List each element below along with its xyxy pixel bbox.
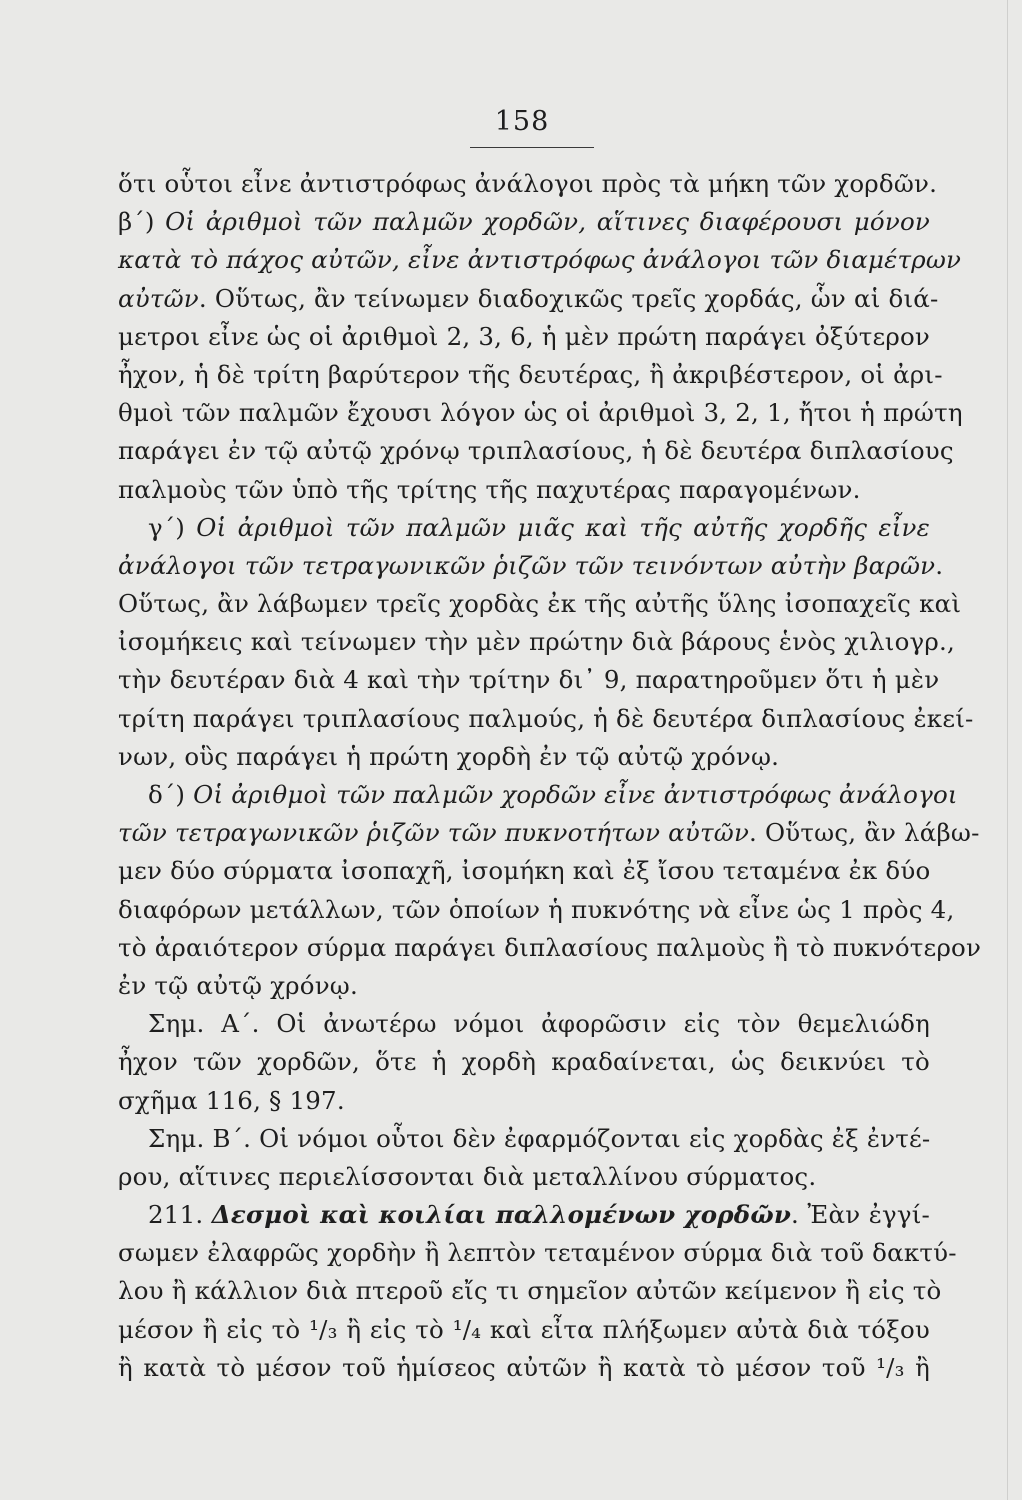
text-segment: ἢ κατὰ τὸ μέσον τοῦ ἡμίσεος αὐτῶν ἢ κατὰ τὸ μέσον τοῦ ¹/₃ ἢ	[118, 1352, 930, 1382]
text-line	[118, 1196, 930, 1234]
text-segment: σχῆμα 116, § 197.	[118, 1085, 345, 1115]
section-heading: Δεσμοὶ καὶ κοιλίαι παλλομένων χορδῶν	[211, 1200, 792, 1230]
text-line	[118, 1005, 930, 1043]
text-segment: τὸ ἀραιότερον σύρμα παράγει διπλασίους παλμοὺς ἢ τὸ πυκνότερον	[118, 932, 982, 962]
text-segment: β΄)	[118, 207, 166, 237]
text-segment: Σημ. Α΄. Οἱ ἀνωτέρω νόμοι ἀφορῶσιν εἰς τὸν θεμελιώδη	[148, 1009, 930, 1039]
text-segment: μέσον ἢ εἰς τὸ ¹/₃ ἢ εἰς τὸ ¹/₄ καὶ εἶτα πλήξωμεν αὐτὰ διὰ τόξου	[118, 1314, 930, 1344]
text-line	[118, 661, 940, 699]
text-segment: μεν δύο σύρματα ἰσοπαχῆ, ἰσομήκη καὶ ἐξ ἴσου τεταμένα ἐκ δύο	[118, 856, 931, 886]
text-segment: λου ἢ κάλλιον διὰ πτεροῦ εἴς τι σημεῖον αὐτῶν κείμενον ἢ εἰς τὸ	[118, 1276, 942, 1306]
text-line	[118, 1158, 930, 1196]
text-line	[118, 203, 930, 241]
text-line	[118, 1272, 942, 1310]
text-line	[118, 852, 930, 890]
text-line	[118, 585, 962, 623]
text-line	[118, 1043, 930, 1081]
text-segment: νων, οὓς παράγει ἡ πρώτη χορδὴ ἐν τῷ αὐτῷ χρόνῳ.	[118, 741, 780, 771]
text-line	[118, 547, 944, 585]
text-line	[118, 1311, 930, 1349]
text-segment: γ΄)	[148, 512, 197, 542]
text-line	[118, 700, 974, 738]
text-line	[118, 1234, 957, 1272]
page-edge-shadow	[1007, 0, 1008, 1500]
text-line	[118, 241, 962, 279]
emphasis-text: Οἱ ἀριθμοὶ τῶν παλμῶν χορδῶν εἶνε ἀντιστρόφως ἀνάλογοι	[193, 780, 958, 809]
text-line	[118, 318, 930, 356]
text-segment: . Οὕτως, ἂν τείνωμεν διαδοχικῶς τρεῖς χορδάς, ὧν αἱ διά-	[198, 283, 939, 313]
text-segment: Σημ. Β΄. Οἱ νόμοι οὗτοι δὲν ἐφαρμόζονται εἰς χορδὰς ἐξ ἐντέ-	[148, 1123, 931, 1153]
text-segment: θμοὶ τῶν παλμῶν ἔχουσι λόγον ὡς οἱ ἀριθμοὶ 3, 2, 1, ἤτοι ἡ πρώτη	[118, 398, 963, 428]
text-segment: τὴν δευτέραν διὰ 4 καὶ τὴν τρίτην δι᾽ 9, παρατηροῦμεν ὅτι ἡ μὲν	[118, 665, 940, 695]
text-segment: σωμεν ἐλαφρῶς χορδὴν ἢ λεπτὸν τεταμένον σύρμα διὰ τοῦ δακτύ-	[118, 1238, 957, 1268]
text-line	[118, 1349, 930, 1387]
text-line	[118, 738, 930, 776]
text-line	[118, 432, 954, 470]
text-segment: δ΄)	[148, 780, 194, 809]
text-segment: παλμοὺς τῶν ὑπὸ τῆς τρίτης τῆς παχυτέρας παραγομένων.	[118, 474, 861, 504]
text-line	[118, 776, 958, 814]
emphasis-text: κατὰ τὸ πάχος αὐτῶν, εἶνε ἀντιστρόφως ἀνάλογοι τῶν διαμέτρων	[118, 245, 962, 275]
text-line	[118, 280, 939, 318]
text-segment: . Ἐὰν ἐγγί-	[791, 1200, 931, 1230]
emphasis-text: Οἱ ἀριθμοὶ τῶν παλμῶν χορδῶν, αἵτινες διαφέρουσι μόνον	[165, 207, 931, 237]
text-line	[118, 891, 955, 929]
page-number: 158	[494, 106, 550, 137]
text-line	[118, 814, 980, 852]
body-text	[118, 165, 982, 1387]
text-segment: ρου, αἵτινες περιελίσσονται διὰ μεταλλίνου σύρματος.	[118, 1161, 817, 1191]
text-line	[118, 356, 943, 394]
text-line	[118, 967, 930, 1005]
text-line	[118, 509, 930, 547]
text-segment: διαφόρων μετάλλων, τῶν ὁποίων ἡ πυκνότης νὰ εἶνε ὡς 1 πρὸς 4,	[118, 894, 955, 924]
text-segment: Οὕτως, ἂν λάβωμεν τρεῖς χορδὰς ἐκ τῆς αὐτῆς ὕλης ἰσοπαχεῖς καὶ	[118, 589, 962, 619]
text-segment: ἦχον, ἡ δὲ τρίτη βαρύτερον τῆς δευτέρας, ἢ ἀκριβέστερον, οἱ ἀρι-	[118, 359, 943, 389]
text-segment: ὅτι οὗτοι εἶνε ἀντιστρόφως ἀνάλογοι πρὸς τὰ μήκη τῶν χορδῶν.	[118, 169, 938, 198]
text-segment: 211.	[148, 1200, 212, 1230]
emphasis-text: Οἱ ἀριθμοὶ τῶν παλμῶν μιᾶς καὶ τῆς αὐτῆς χορδῆς εἶνε	[196, 512, 930, 542]
text-segment: ἦχον τῶν χορδῶν, ὅτε ἡ χορδὴ κραδαίνεται, ὡς δεικνύει τὸ	[118, 1047, 930, 1077]
text-segment: τρίτη παράγει τριπλασίους παλμούς, ἡ δὲ δευτέρα διπλασίους ἐκεί-	[118, 703, 974, 733]
text-line	[118, 1120, 930, 1158]
text-segment: παράγει ἐν τῷ αὐτῷ χρόνῳ τριπλασίους, ἡ δὲ δευτέρα διπλασίους	[118, 436, 954, 466]
text-segment: .	[935, 550, 944, 580]
header-rule	[470, 147, 594, 148]
text-segment: . Οὕτως, ἂν λάβω-	[749, 818, 980, 848]
text-segment: ἐν τῷ αὐτῷ χρόνῳ.	[118, 970, 358, 1000]
text-line	[118, 394, 963, 432]
emphasis-text: αὐτῶν	[118, 283, 199, 313]
text-line	[118, 1082, 930, 1120]
text-line	[118, 623, 955, 661]
text-line	[118, 471, 930, 509]
text-segment: μετροι εἶνε ὡς οἱ ἀριθμοὶ 2, 3, 6, ἡ μὲν πρώτη παράγει ὀξύτερον	[118, 321, 930, 351]
emphasis-text: τῶν τετραγωνικῶν ῥιζῶν τῶν πυκνοτήτων αὐτῶν	[118, 818, 750, 848]
text-line	[118, 165, 938, 203]
emphasis-text: ἀνάλογοι τῶν τετραγωνικῶν ῥιζῶν τῶν τεινόντων αὐτὴν βαρῶν	[118, 550, 936, 580]
text-line	[118, 929, 982, 967]
text-segment: ἰσομήκεις καὶ τείνωμεν τὴν μὲν πρώτην διὰ βάρους ἑνὸς χιλιογρ.,	[118, 627, 955, 657]
